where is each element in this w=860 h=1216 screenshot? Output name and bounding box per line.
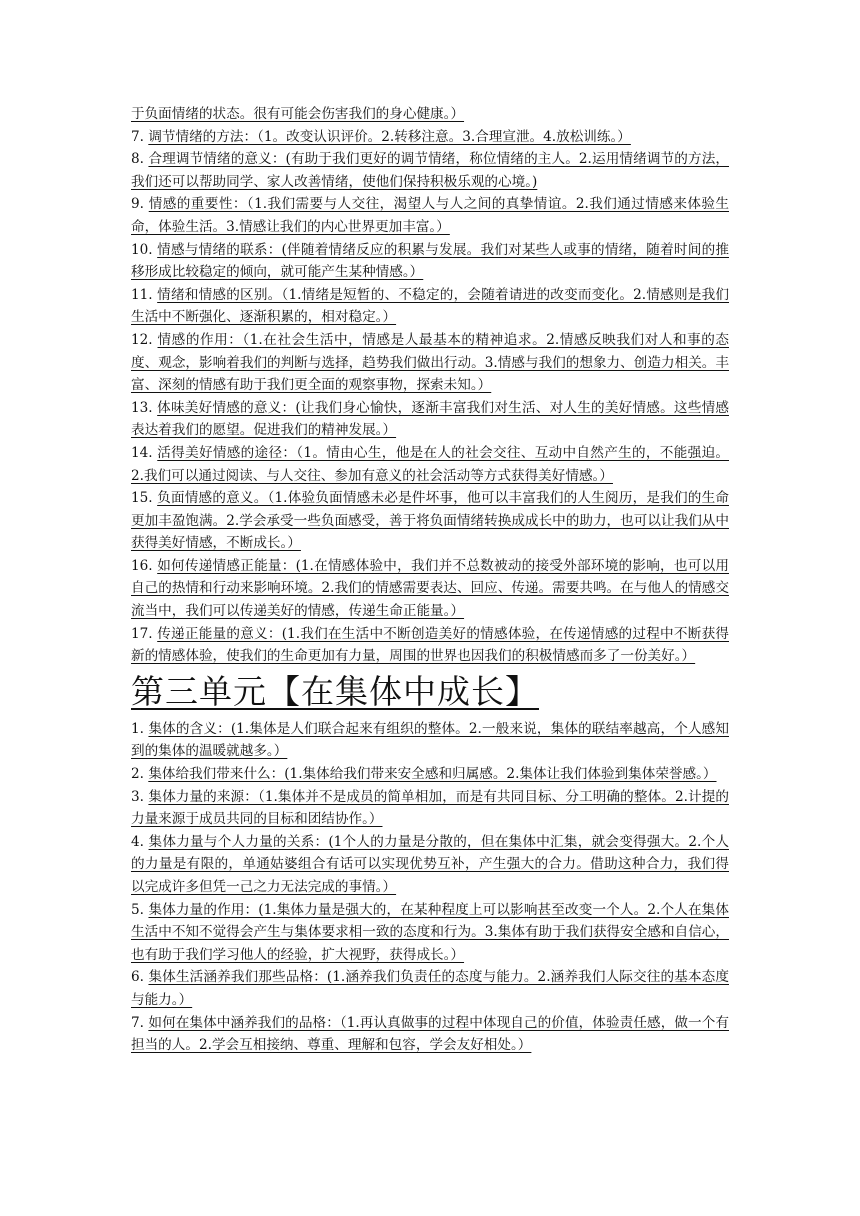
unit3-heading-text: 第三单元【在集体中成长】 — [131, 671, 539, 711]
unit2-item — [131, 329, 729, 397]
unit2-item-number: 7. — [131, 128, 144, 145]
unit2-item-text: 情绪和情感的区别。（1.情绪是短暂的、不稳定的，会随着请进的改变而变化。2.情感则是我们生活中不断强化、逐渐积累的，相对稳定。） — [131, 286, 729, 326]
unit3-item-number: 4. — [131, 833, 144, 850]
unit3-item-number: 7. — [131, 1014, 144, 1031]
unit2-item-text: 活得美好情感的途径：（1。情由心生，他是在人的社会交往、互动中自然产生的，不能强迫。2.我们可以通过阅读、与人交往、参加有意义的社会活动等方式获得美好情感。） — [131, 444, 729, 484]
unit2-item — [131, 193, 729, 238]
unit3-item-text: 如何在集体中涵养我们的品格：（1.再认真做事的过程中体现自己的价值，体验责任感，做一个有担当的人。2.学会互相接纳、尊重、理解和包容，学会友好相处。） — [131, 1014, 729, 1054]
unit2-item-number: 14. — [131, 444, 153, 461]
unit2-item — [131, 397, 729, 442]
unit3-item-number: 5. — [131, 901, 144, 918]
unit3-item-number: 3. — [131, 788, 144, 805]
unit2-item — [131, 284, 729, 329]
unit2-item-number: 15. — [131, 490, 153, 507]
unit3-item-number: 2. — [131, 766, 144, 783]
unit3-item-text: 集体的含义：(1.集体是人们联合起来有组织的整体。2.一般来说，集体的联结率越高，个人感知到的集体的温暖就越多。） — [131, 720, 729, 760]
unit2-item-text: 如何传递情感正能量：(1.在情感体验中，我们并不总数被动的接受外部环境的影响，也可以用自己的热情和行动来影响环境。2.我们的情感需要表达、回应、传递。需要共鸣。在与他人的情感交流当中，我们可以传递美好的情感，传递生命正能量。） — [131, 557, 729, 620]
unit3-item — [131, 718, 729, 763]
intro-paragraph — [131, 103, 729, 126]
unit2-item-text: 情感与情绪的联系：(伴随着情绪反应的积累与发展。我们对某些人或事的情绪，随着时间的推移形成比较稳定的倾向，就可能产生某种情感。） — [131, 241, 729, 281]
unit2-item-number: 16. — [131, 557, 153, 574]
unit2-item-number: 8. — [131, 151, 144, 168]
unit2-item — [131, 442, 729, 487]
unit2-item — [131, 487, 729, 555]
unit2-item-number: 9. — [131, 196, 144, 213]
unit2-item-text: 负面情感的意义。（1.体验负面情感未必是件坏事，他可以丰富我们的人生阅历，是我们的生命更加丰盈饱满。2.学会承受一些负面感受，善于将负面情绪转换成成长中的助力，也可以让我们从中获得美好情感，不断成长。） — [131, 490, 729, 552]
unit2-item — [131, 126, 729, 149]
unit3-item-text: 集体力量的作用：(1.集体力量是强大的，在某种程度上可以影响甚至改变一个人。2.个人在集体生活中不知不觉得会产生与集体要求相一致的态度和行为。3.集体有助于我们获得安全感和自信心，也有助于我们学习他人的经验，扩大视野，获得成长。） — [131, 901, 729, 963]
unit2-item — [131, 555, 729, 623]
unit3-item — [131, 786, 729, 831]
unit2-item — [131, 239, 729, 284]
unit2-item-number: 11. — [131, 286, 153, 303]
unit2-item-number: 12. — [131, 331, 153, 348]
unit3-item — [131, 763, 729, 786]
unit2-item-text: 体味美好情感的意义：(让我们身心愉快，逐渐丰富我们对生活、对人生的美好情感。这些情感表达着我们的愿望。促进我们的精神发展。） — [131, 399, 729, 439]
intro-text: 于负面情绪的状态。很有可能会伤害我们的身心健康。） — [131, 106, 465, 122]
unit3-item — [131, 966, 729, 1011]
unit2-item — [131, 148, 729, 193]
unit2-list — [131, 126, 729, 668]
unit3-item-text: 集体生活涵养我们那些品格：(1.涵养我们负责任的态度与能力。2.涵养我们人际交往的基本态度与能力。） — [131, 969, 729, 1008]
unit3-list — [131, 718, 729, 1057]
unit3-item — [131, 831, 729, 899]
unit3-item-text: 集体力量的来源：（1.集体并不是成员的简单相加，而是有共同目标、分工明确的整体。2.计提的力量来源于成员共同的目标和团结协作。） — [131, 788, 729, 828]
unit3-heading — [131, 670, 729, 714]
unit2-item-text: 情感的重要性：（1.我们需要与人交往，渴望人与人之间的真挚情谊。2.我们通过情感来体验生命，体验生活。3.情感让我们的内心世界更加丰富。） — [131, 196, 729, 235]
unit3-item — [131, 1012, 729, 1057]
unit3-item-text: 集体给我们带来什么：(1.集体给我们带来安全感和归属感。2.集体让我们体验到集体荣誉感。） — [148, 766, 717, 783]
unit2-item-text: 合理调节情绪的意义：(有助于我们更好的调节情绪，称位情绪的主人。2.运用情绪调节的方法，我们还可以帮助同学、家人改善情绪，使他们保持积极乐观的心境。) — [131, 151, 729, 190]
unit2-item-number: 10. — [131, 241, 153, 258]
unit2-item-text: 传递正能量的意义：(1.我们在生活中不断创造美好的情感体验，在传递情感的过程中不断获得新的情感体验，使我们的生命更加有力量，周围的世界也因我们的积极情感而多了一份美好。） — [131, 625, 729, 665]
unit2-item — [131, 623, 729, 668]
unit3-item-text: 集体力量与个人力量的关系：(1个人的力量是分散的，但在集体中汇集，就会变得强大。2.个人的力量是有限的，单通姑婆组合有话可以实现优势互补，产生强大的合力。借助这种合力，我们得以完成许多但凭一己之力无法完成的事情。） — [131, 833, 729, 895]
unit3-item-number: 1. — [131, 720, 144, 737]
document-body — [131, 103, 729, 1057]
unit2-item-text: 调节情绪的方法：（1。改变认识评价。2.转移注意。3.合理宣泄。4.放松训练。） — [148, 128, 631, 145]
unit2-item-text: 情感的作用：（1.在社会生活中，情感是人最基本的精神追求。2.情感反映我们对人和事的态度、观念，影响着我们的判断与选择，趋势我们做出行动。3.情感与我们的想象力、创造力相关。丰富、深刻的情感有助于我们更全面的观察事物，探索未知。） — [131, 331, 730, 394]
unit2-item-number: 13. — [131, 399, 153, 416]
unit2-item-number: 17. — [131, 625, 153, 642]
unit3-item-number: 6. — [131, 969, 144, 986]
unit3-item — [131, 899, 729, 967]
